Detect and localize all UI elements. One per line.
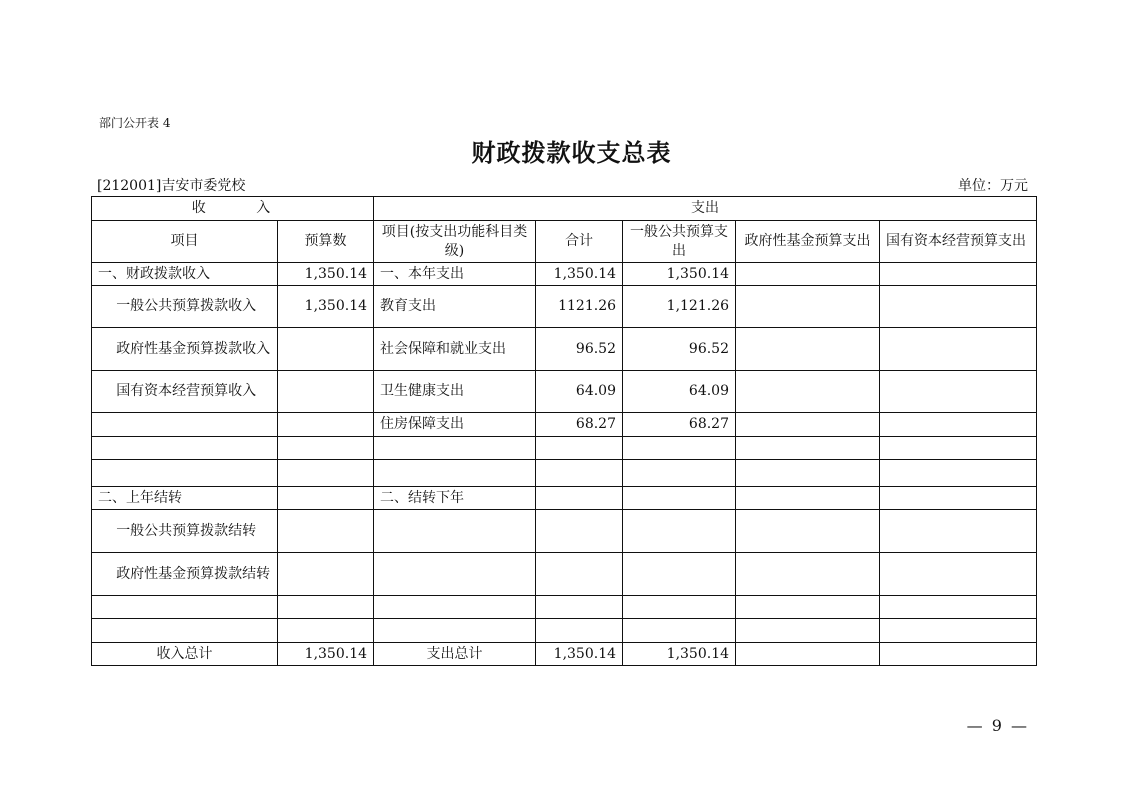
expense-item: 二、结转下年 <box>374 487 536 510</box>
table-row <box>92 596 1037 619</box>
expense-total: 68.27 <box>536 413 623 437</box>
expense-total: 1121.26 <box>536 286 623 328</box>
income-amount <box>278 437 374 460</box>
expense-general <box>623 460 736 487</box>
expense-total-sum: 1,350.14 <box>536 643 623 666</box>
organization-name: [212001]吉安市委党校 <box>97 178 246 194</box>
table-row <box>92 371 1037 413</box>
expense-general: 1,121.26 <box>623 286 736 328</box>
table-row <box>92 460 1037 487</box>
income-amount <box>278 371 374 413</box>
expense-item: 社会保障和就业支出 <box>374 328 536 371</box>
form-code: 部门公开表 4 <box>99 116 171 130</box>
income-amount <box>278 460 374 487</box>
expense-general <box>623 553 736 596</box>
income-amount <box>278 487 374 510</box>
table-row <box>92 263 1037 286</box>
expense-state-capital <box>880 510 1037 553</box>
expense-state-capital <box>880 596 1037 619</box>
expense-total <box>536 437 623 460</box>
expense-total <box>536 553 623 596</box>
totals-row <box>92 643 1037 666</box>
table-row <box>92 328 1037 371</box>
expense-item <box>374 596 536 619</box>
table-row <box>92 553 1037 596</box>
expense-state-capital <box>880 286 1037 328</box>
expense-gov-fund <box>736 371 880 413</box>
expense-item <box>374 619 536 643</box>
expense-total-general: 1,350.14 <box>623 643 736 666</box>
table-row <box>92 619 1037 643</box>
table-row <box>92 487 1037 510</box>
expense-state-capital <box>880 437 1037 460</box>
income-item <box>92 437 278 460</box>
expense-item: 住房保障支出 <box>374 413 536 437</box>
income-amount <box>278 619 374 643</box>
unit-label: 单位：万元 <box>958 178 1028 194</box>
income-amount <box>278 553 374 596</box>
expense-item <box>374 553 536 596</box>
expense-total-state-capital <box>880 643 1037 666</box>
col-general-header: 一般公共预算支出 <box>623 221 736 263</box>
expense-general: 64.09 <box>623 371 736 413</box>
expense-general <box>623 510 736 553</box>
header-row-2 <box>92 221 1037 263</box>
expense-gov-fund <box>736 286 880 328</box>
expense-total <box>536 487 623 510</box>
income-header: 收 入 <box>92 197 374 221</box>
income-amount <box>278 510 374 553</box>
expense-item: 教育支出 <box>374 286 536 328</box>
expense-gov-fund <box>736 437 880 460</box>
col-state-capital-header: 国有资本经营预算支出 <box>880 221 1037 263</box>
expense-total <box>536 460 623 487</box>
expense-item <box>374 460 536 487</box>
expense-item <box>374 510 536 553</box>
income-item: 国有资本经营预算收入 <box>92 371 278 413</box>
income-item <box>92 460 278 487</box>
table-row <box>92 510 1037 553</box>
expense-gov-fund <box>736 460 880 487</box>
expense-total-gov-fund <box>736 643 880 666</box>
expense-item <box>374 437 536 460</box>
expense-general: 96.52 <box>623 328 736 371</box>
income-item <box>92 413 278 437</box>
expense-general <box>623 487 736 510</box>
income-amount: 1,350.14 <box>278 263 374 286</box>
expense-total: 64.09 <box>536 371 623 413</box>
income-total-amount: 1,350.14 <box>278 643 374 666</box>
expense-gov-fund <box>736 263 880 286</box>
income-amount: 1,350.14 <box>278 286 374 328</box>
expense-state-capital <box>880 413 1037 437</box>
expense-state-capital <box>880 619 1037 643</box>
expense-state-capital <box>880 487 1037 510</box>
expense-gov-fund <box>736 487 880 510</box>
income-item: 政府性基金预算拨款结转 <box>92 553 278 596</box>
table-row <box>92 286 1037 328</box>
expense-general: 1,350.14 <box>623 263 736 286</box>
expense-item: 一、本年支出 <box>374 263 536 286</box>
col-gov-fund-header: 政府性基金预算支出 <box>736 221 880 263</box>
income-item <box>92 619 278 643</box>
page-title: 财政拨款收支总表 <box>471 138 672 167</box>
expense-gov-fund <box>736 619 880 643</box>
income-item: 二、上年结转 <box>92 487 278 510</box>
col-item-header: 项目 <box>92 221 278 263</box>
expense-state-capital <box>880 553 1037 596</box>
expense-state-capital <box>880 328 1037 371</box>
col-exp-item-header: 项目(按支出功能科目类级) <box>374 221 536 263</box>
table-row <box>92 437 1037 460</box>
expense-total <box>536 510 623 553</box>
income-item: 一般公共预算拨款收入 <box>92 286 278 328</box>
expense-general <box>623 437 736 460</box>
expense-gov-fund <box>736 596 880 619</box>
expense-item: 卫生健康支出 <box>374 371 536 413</box>
income-amount <box>278 413 374 437</box>
expense-general: 68.27 <box>623 413 736 437</box>
expense-total <box>536 596 623 619</box>
income-item: 政府性基金预算拨款收入 <box>92 328 278 371</box>
header-row-1 <box>92 197 1037 221</box>
col-budget-header: 预算数 <box>278 221 374 263</box>
expense-gov-fund <box>736 413 880 437</box>
table-row <box>92 413 1037 437</box>
income-item: 一、财政拨款收入 <box>92 263 278 286</box>
expense-general <box>623 596 736 619</box>
income-total-label: 收入总计 <box>92 643 278 666</box>
expense-state-capital <box>880 460 1037 487</box>
expense-gov-fund <box>736 328 880 371</box>
page-number: — 9 — <box>966 716 1029 735</box>
expense-general <box>623 619 736 643</box>
expense-total: 96.52 <box>536 328 623 371</box>
expense-gov-fund <box>736 553 880 596</box>
expense-total-label: 支出总计 <box>374 643 536 666</box>
income-amount <box>278 328 374 371</box>
income-amount <box>278 596 374 619</box>
expense-state-capital <box>880 371 1037 413</box>
expense-total: 1,350.14 <box>536 263 623 286</box>
col-total-header: 合计 <box>536 221 623 263</box>
income-item <box>92 596 278 619</box>
budget-table <box>91 196 1037 666</box>
expense-gov-fund <box>736 510 880 553</box>
expense-total <box>536 619 623 643</box>
expense-header: 支出 <box>374 197 1037 221</box>
expense-state-capital <box>880 263 1037 286</box>
income-item: 一般公共预算拨款结转 <box>92 510 278 553</box>
